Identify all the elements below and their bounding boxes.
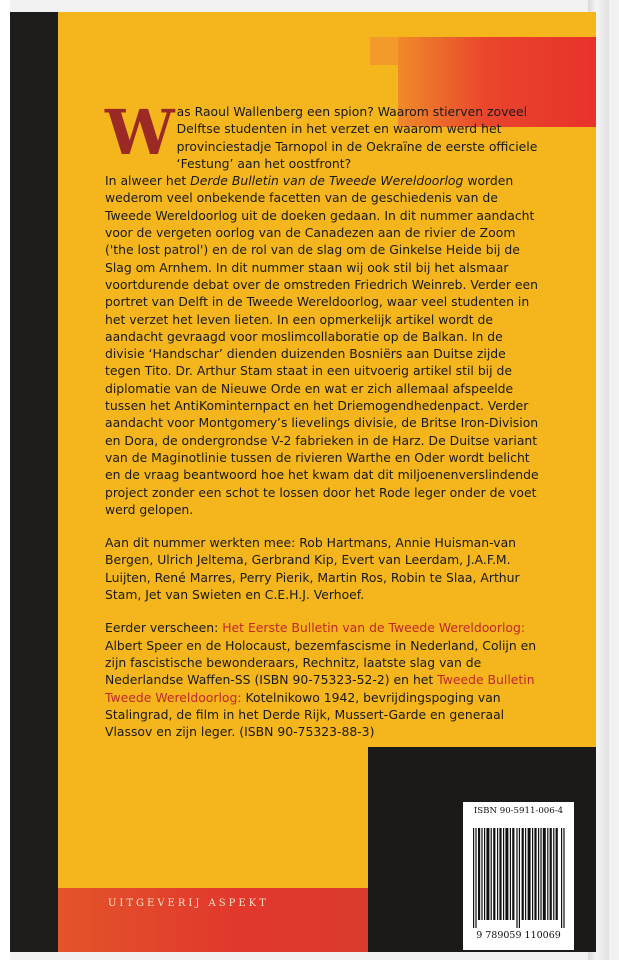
- barcode-number: 9 789059 110069: [476, 930, 561, 941]
- body-part1: In alweer het: [105, 173, 191, 189]
- bulletin-title: Derde Bulletin van de Tweede Wereldoorlog: [190, 173, 464, 189]
- first-bulletin-desc: Albert Speer en de Holocaust, bezemfascisme in Nederland, Colijn en zijn fascistische bewonderaars, Rechnitz, laatste slag van de Nederlandse Waffen-SS (ISBN 90-75323-52-2) en het: [105, 637, 537, 688]
- blurb-text: [105, 96, 545, 740]
- isbn-text: ISBN 90-5911-006-4: [473, 806, 564, 816]
- earlier-intro: Eerder verscheen:: [105, 620, 223, 636]
- dropcap: W: [105, 96, 175, 169]
- spine-strip: [10, 12, 58, 952]
- intro-text: as Raoul Wallenberg een spion? Waarom stierven zoveel Delftse studenten in het verzet en waarom werd het provinciestadje Tarnopol in de Oekraïne de eerste officiele ‘Festung’ aan het oostfront?: [176, 104, 538, 171]
- publisher-name: UITGEVERIJ ASPEKT: [108, 898, 269, 909]
- barcode-icon: [473, 828, 565, 928]
- body-paragraph: [105, 172, 545, 518]
- first-bulletin-title: Het Eerste Bulletin van de Tweede Wereldoorlog:: [222, 620, 526, 636]
- orange-accent-block: [370, 37, 398, 65]
- contributors-paragraph: Aan dit nummer werkten mee: Rob Hartmans, Annie Huisman-van Bergen, Ulrich Jeltema, Gerbrand Kip, Evert van Leerdam, J.A.F.M. Luijten, René Marres, Perry Pierik, Martin Ros, Robin te Slaa, Arthur Stam, Jet van Swieten en C.E.H.J. Verhoef.: [105, 535, 520, 603]
- second-bulletin-title: Tweede Bulletin Tweede Wereldoorlog:: [105, 672, 535, 705]
- intro-paragraph: [105, 96, 545, 172]
- earlier-paragraph: [105, 619, 545, 740]
- body-part2: worden wederom veel onbekende facetten van de geschiedenis van de Tweede Wereldoorlog uit de doeken gedaan. In dit nummer aandacht voor de vergeten oorlog van de Canadezen aan de rivier de Zoom ('the lost patrol') en de rol van de slag om de Ginkelse Heide bij de Slag om Arnhem. In dit nummer staan wij ook stil bij het alsmaar voortdurende debat over de omstreden Friedrich Weinreb. Verder een portret van Delft in de Tweede Wereldoorlog, waar veel studenten in het verzet het leven lieten. In een opmerkelijk artikel wordt de aandacht gevraagd voor moslimcollaboratie op de Balkan. In de divisie ‘Handschar’ dienden duizenden Bosniërs aan Duitse zijde tegen Tito. Dr. Arthur Stam staat in een uitvoerig artikel stil bij de diplomatie van de Nieuwe Orde en wat er zich allemaal afspeelde tussen het AntiKominternpact en het Driemogendhedenpact. Verder aandacht voor Montgomery’s lievelings divisie, de Britse Iron-Division en Dora, de ondergrondse V-2 fabrieken in de Harz. De Duitse variant van de Maginotlinie tussen de rivieren Warthe en Oder wordt belicht en de vraag beantwoord hoe het kwam dat dit miljoenenverslindende project zonder een schot te lossen door het Rode leger onder de voet werd gelopen.: [105, 173, 539, 517]
- second-bulletin-desc: Kotelnikowo 1942, bevrijdingspoging van Stalingrad, de film in het Derde Rijk, Mussert-Garde en generaal Vlassov en zijn leger. (ISBN 90-75323-88-3): [105, 689, 505, 740]
